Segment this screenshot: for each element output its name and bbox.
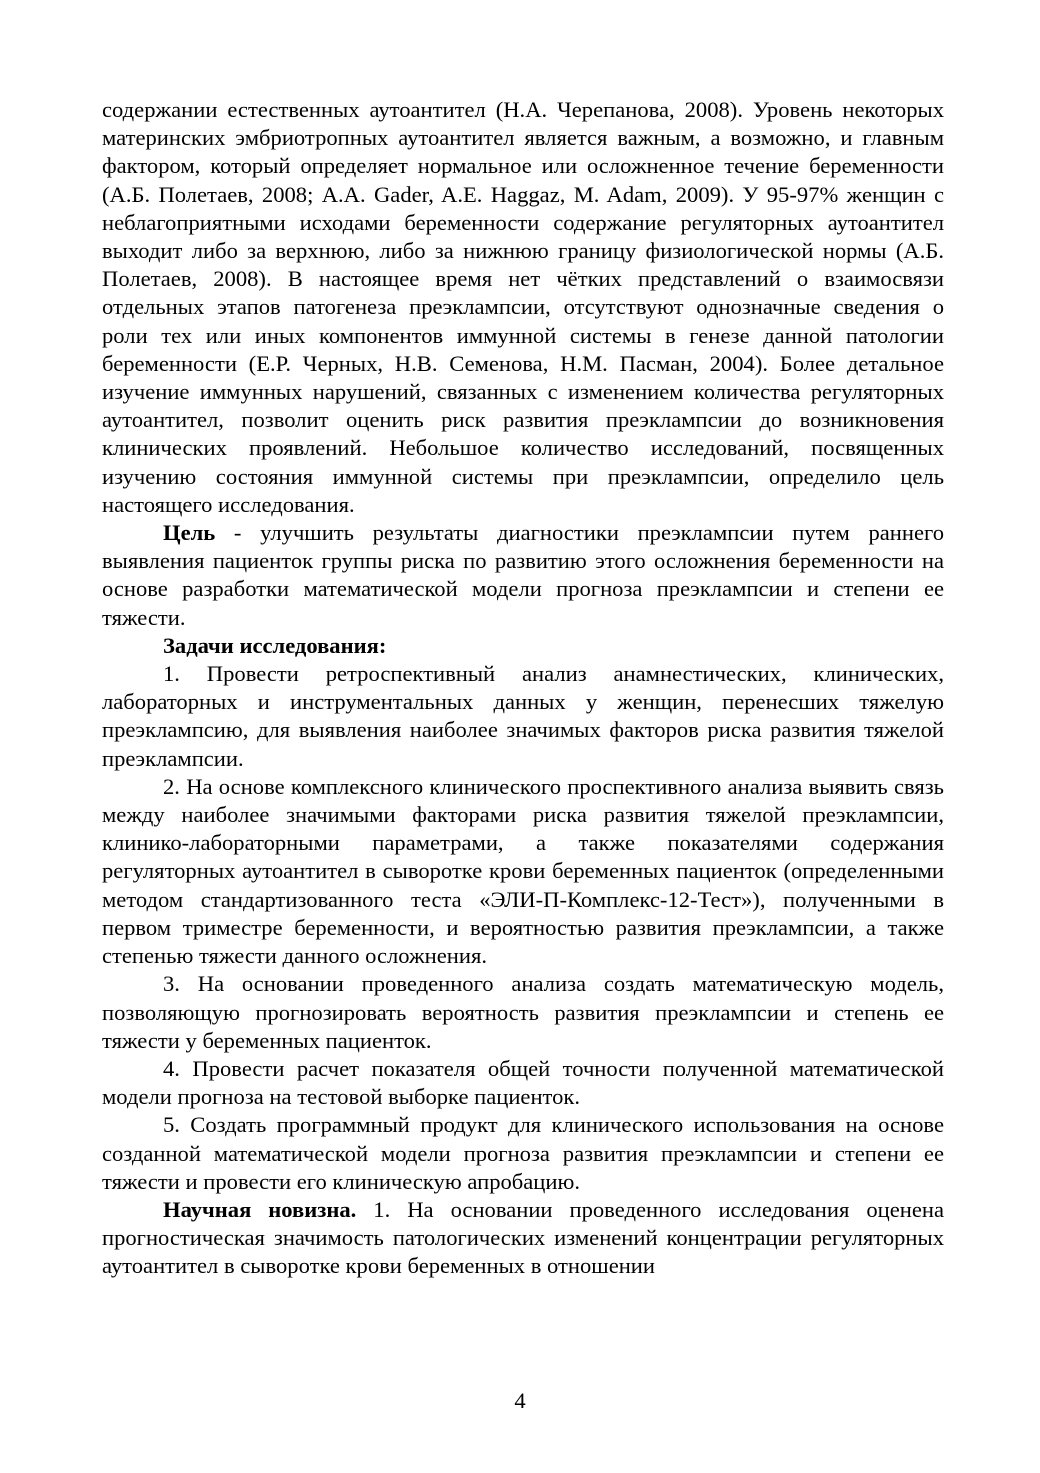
- task-item-1: 1. Провести ретроспективный анализ анамнестических, клинических, лабораторных и инструментальных данных у женщин, перенесших тяжелую преэклампсию, для выявления наиболее значимых факторов риска развития тяжелой преэклампсии.: [102, 661, 944, 771]
- novelty-paragraph: [102, 1196, 944, 1281]
- goal-text: - улучшить результаты диагностики преэклампсии путем раннего выявления пациенток группы риска по развитию этого осложнения беременности на основе разработки математической модели прогноза преэклампсии и степени ее тяжести.: [102, 520, 944, 630]
- task-item-5: 5. Создать программный продукт для клинического использования на основе созданной математической модели прогноза развития преэклампсии и степени ее тяжести и провести его клиническую апробацию.: [102, 1112, 944, 1194]
- novelty-text: 1. На основании проведенного исследования оценена прогностическая значимость патологических изменений концентрации регуляторных аутоантител в сыворотке крови беременных в отношении: [102, 1196, 945, 1279]
- goal-paragraph: [102, 519, 944, 632]
- task-item-2: 2. На основе комплексного клинического проспективного анализа выявить связь между наиболее значимыми факторами риска развития тяжелой преэклампсии, клинико-лабораторными параметрами, а также показателями содержания регуляторных аутоантител в сыворотке крови беременных пациенток (определенными методом стандартизованного теста «ЭЛИ-П-Комплекс-12-Тест»), полученными в первом триместре беременности, и вероятностью развития преэклампсии, а также степенью тяжести данного осложнения.: [102, 773, 944, 969]
- goal-label: Цель: [163, 520, 216, 546]
- task-item-3: 3. На основании проведенного анализа создать математическую модель, позволяющую прогнозировать вероятность развития преэклампсии и степень ее тяжести у беременных пациенток.: [102, 971, 944, 1053]
- intro-paragraph: содержании естественных аутоантител (Н.А. Черепанова, 2008). Уровень некоторых материнских эмбриотропных аутоантител является важным, а возможно, и главным фактором, который определяет нормальное или осложненное течение беременности (А.Б. Полетаев, 2008; A.A. Gader, A.E. Haggaz, M. Adam, 2009). У 95-97% женщин с неблагоприятными исходами беременности содержание регуляторных аутоантител выходит либо за верхнюю, либо за нижнюю границу физиологической нормы (А.Б. Полетаев, 2008). В настоящее время нет чётких представлений о взаимосвязи отдельных этапов патогенеза преэклампсии, отсутствуют однозначные сведения о роли тех или иных компонентов иммунной системы в генезе данной патологии беременности (Е.Р. Черных, Н.В. Семенова, Н.М. Пасман, 2004). Более детальное изучение иммунных нарушений, связанных с изменением количества регуляторных аутоантител, позволит оценить риск развития преэклампсии до возникновения клинических проявлений. Небольшое количество исследований, посвященных изучению состояния иммунной системы при преэклампсии, определило цель настоящего исследования.: [102, 97, 944, 517]
- document-body: [102, 96, 944, 1281]
- tasks-heading: Задачи исследования:: [163, 632, 387, 658]
- novelty-label: Научная новизна.: [163, 1196, 357, 1222]
- page-number: 4: [514, 1388, 526, 1413]
- task-item-4: 4. Провести расчет показателя общей точности полученной математической модели прогноза на тестовой выборке пациенток.: [102, 1055, 944, 1110]
